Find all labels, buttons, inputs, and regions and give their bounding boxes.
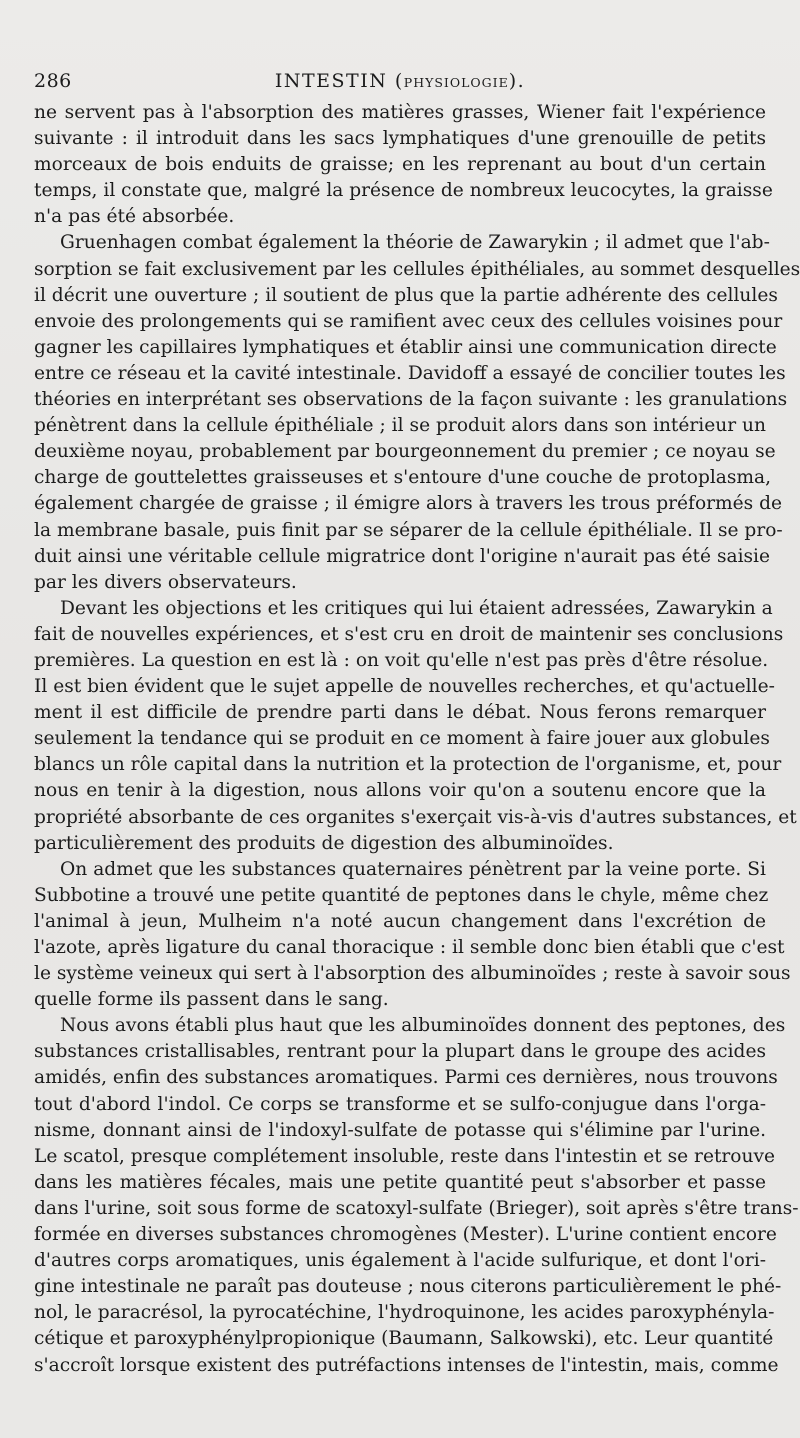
text-line: Le scatol, presque complétement insoluble, reste dans l'intestin et se retrouve [34, 1145, 775, 1167]
text-line: Nous avons établi plus haut que les albuminoïdes donnent des peptones, des [60, 1015, 786, 1037]
text-line: premières. La question en est là : on voit qu'elle n'est pas près d'être résolue. [34, 649, 769, 671]
text-line: cétique et paroxyphénylpropionique (Baumann, Salkowski), etc. Leur quantité [34, 1328, 774, 1350]
text-line: dans l'urine, soit sous forme de scatoxyl-sulfate (Brieger), soit après s'être trans- [34, 1197, 799, 1219]
page-number: 286 [34, 70, 72, 92]
text-line: duit ainsi une véritable cellule migratrice dont l'origine n'aurait pas été saisie [34, 545, 771, 567]
text-line: il décrit une ouverture ; il soutient de plus que la partie adhérente des cellules [34, 284, 778, 306]
text-line: d'autres corps aromatiques, unis également à l'acide sulfurique, et dont l'ori- [34, 1250, 766, 1272]
text-line: également chargée de graisse ; il émigre alors à travers les trous préformés de [34, 493, 783, 515]
text-line: particulièrement des produits de digestion des albuminoïdes. [34, 832, 614, 854]
text-line: la membrane basale, puis finit par se séparer de la cellule épithéliale. Il se pro- [34, 519, 783, 541]
text-line: suivante : il introduit dans les sacs lymphatiques d'une grenouille de petits [34, 128, 766, 150]
running-title-main: INTESTIN [274, 70, 388, 92]
text-line: blancs un rôle capital dans la nutrition et la protection de l'organisme, et, pour [34, 754, 782, 776]
text-line: entre ce réseau et la cavité intestinale. Davidoff a essayé de concilier toutes les [34, 362, 786, 384]
text-line: On admet que les substances quaternaires pénètrent par la veine porte. Si [60, 858, 766, 880]
text-line: gagner les capillaires lymphatiques et établir ainsi une communication directe [34, 336, 777, 358]
text-line: Il est bien évident que le sujet appelle de nouvelles recherches, et qu'actuelle- [34, 676, 775, 698]
text-line: le système veineux qui sert à l'absorption des albuminoïdes ; reste à savoir sous [34, 963, 791, 985]
running-title-close: ). [508, 70, 526, 92]
text-line: pénètrent dans la cellule épithéliale ; il se produit alors dans son intérieur un [34, 415, 766, 437]
text-line: seulement la tendance qui se produit en ce moment à faire jouer aux globules [34, 728, 770, 750]
text-line: n'a pas été absorbée. [34, 206, 235, 228]
running-title [34, 70, 766, 92]
text-line: quelle forme ils passent dans le sang. [34, 989, 389, 1011]
text-line: substances cristallisables, rentrant pour la plupart dans le groupe des acides [34, 1041, 766, 1063]
text-line: théories en interprétant ses observations de la façon suivante : les granulations [34, 389, 788, 411]
text-line: ne servent pas à l'absorption des matières grasses, Wiener fait l'expérience [34, 102, 766, 123]
text-line: Devant les objections et les critiques qui lui étaient adressées, Zawarykin a [60, 597, 773, 619]
text-line: Gruenhagen combat également la théorie de Zawarykin ; il admet que l'ab- [60, 232, 770, 254]
text-line: deuxième noyau, probablement par bourgeonnement du premier ; ce noyau se [34, 441, 776, 463]
text-line: sorption se fait exclusivement par les cellules épithéliales, au sommet desquelles [34, 258, 800, 280]
running-title-subtitle: PHYSIOLOGIE [403, 75, 509, 90]
body-text [34, 100, 800, 1379]
text-line: nous en tenir à la digestion, nous allons voir qu'on a soutenu encore que la [34, 780, 766, 802]
text-line: Subbotine a trouvé une petite quantité de peptones dans le chyle, même chez [34, 884, 769, 906]
text-line: fait de nouvelles expériences, et s'est cru en droit de maintenir ses conclusions [34, 623, 784, 645]
text-line: nol, le paracrésol, la pyrocatéchine, l'hydroquinone, les acides paroxyphényla- [34, 1302, 775, 1324]
page-header [34, 70, 766, 100]
text-line: propriété absorbante de ces organites s'exerçait vis-à-vis d'autres substances, et [34, 806, 797, 828]
text-line: morceaux de bois enduits de graisse; en les reprenant au bout d'un certain [34, 154, 766, 176]
text-line: l'animal à jeun, Mulheim n'a noté aucun changement dans l'excrétion de [34, 910, 766, 932]
text-line: ment il est difficile de prendre parti dans le débat. Nous ferons remarquer [34, 702, 766, 724]
text-line: charge de gouttelettes graisseuses et s'entoure d'une couche de protoplasma, [34, 467, 772, 489]
text-line: tout d'abord l'indol. Ce corps se transforme et se sulfo-conjugue dans l'orga- [34, 1093, 766, 1115]
text-line: amidés, enfin des substances aromatiques. Parmi ces dernières, nous trouvons [34, 1067, 778, 1089]
text-line: envoie des prolongements qui se ramifient avec ceux des cellules voisines pour [34, 310, 783, 332]
text-line: formée en diverses substances chromogènes (Mester). L'urine contient encore [34, 1224, 777, 1246]
text-line: l'azote, après ligature du canal thoracique : il semble donc bien établi que c'est [34, 937, 785, 958]
running-title-open: ( [387, 70, 404, 92]
text-line: par les divers observateurs. [34, 571, 297, 593]
text-line: nisme, donnant ainsi de l'indoxyl-sulfate de potasse qui s'élimine par l'urine. [34, 1119, 766, 1141]
text-line: temps, il constate que, malgré la présence de nombreux leucocytes, la graisse [34, 180, 773, 202]
text-line: gine intestinale ne paraît pas douteuse ; nous citerons particulièrement le phé- [34, 1276, 782, 1298]
text-line: s'accroît lorsque existent des putréfactions intenses de l'intestin, mais, comme [34, 1354, 779, 1376]
text-line: dans les matières fécales, mais une petite quantité peut s'absorber et passe [34, 1171, 766, 1193]
